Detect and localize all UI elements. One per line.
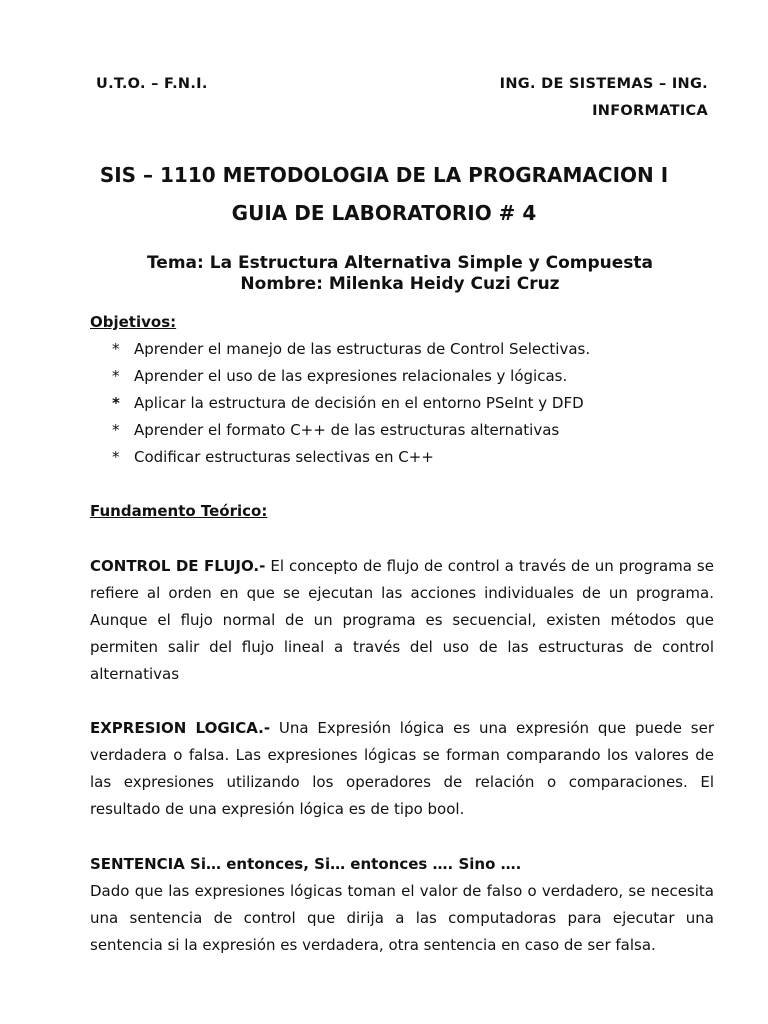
bullet-icon: * [112, 367, 120, 385]
header-career-line1: ING. DE SISTEMAS – ING. [499, 76, 708, 92]
objective-text: Aprender el formato C++ de las estructuras alternativas [134, 421, 560, 439]
control-flow-paragraph [90, 553, 714, 688]
list-item [112, 446, 590, 473]
topic-line: Tema: La Estructura Alternativa Simple y Compuesta [146, 253, 654, 273]
objectives-list [112, 338, 590, 473]
control-flow-term: CONTROL DE FLUJO.- [90, 557, 266, 575]
list-item [112, 338, 590, 365]
objective-text: Codificar estructuras selectivas en C++ [134, 448, 434, 466]
objective-text: Aprender el manejo de las estructuras de Control Selectivas. [134, 340, 591, 358]
sentence-paragraph: Dado que las expresiones lógicas toman el valor de falso o verdadero, se necesita una sentencia de control que dirija a las computadoras para ejecutar una sentencia si la expresión es verdadera, otra sentencia en caso de ser falsa. [90, 882, 714, 954]
logic-expression-paragraph [90, 715, 714, 823]
author-line: Nombre: Milenka Heidy Cuzi Cruz [240, 274, 560, 294]
list-item [112, 365, 590, 392]
objectives-heading: Objetivos: [90, 313, 177, 331]
bullet-icon: * [112, 448, 120, 466]
header-career-line2: INFORMATICA [592, 103, 708, 119]
document-title: SIS – 1110 METODOLOGIA DE LA PROGRAMACION I [99, 163, 669, 187]
objective-text: Aplicar la estructura de decisión en el entorno PSeInt y DFD [134, 394, 584, 412]
bullet-icon: * [112, 394, 120, 412]
document-subtitle: GUIA DE LABORATORIO # 4 [231, 201, 537, 225]
list-item [112, 419, 590, 446]
bullet-icon: * [112, 421, 120, 439]
logic-expression-text: Una Expresión lógica es una expresión que puede ser verdadera o falsa. Las expresiones lógicas se forman comparando los valores de las expresiones utilizando los operadores de relación o comparaciones. El resultado de una expresión lógica es de tipo bool. [90, 719, 714, 818]
logic-expression-term: EXPRESION LOGICA.- [90, 719, 271, 737]
theory-heading: Fundamento Teórico: [90, 502, 268, 520]
sentence-heading: SENTENCIA Si… entonces, Si… entonces …. Sino …. [90, 855, 522, 873]
objective-text: Aprender el uso de las expresiones relacionales y lógicas. [134, 367, 568, 385]
control-flow-text: El concepto de flujo de control a través de un programa se refiere al orden en que se ejecutan las acciones individuales de un programa. Aunque el flujo normal de un programa es secuencial, existen métodos que permiten salir del flujo lineal a través del uso de las estructuras de control alternativas [90, 557, 714, 683]
bullet-icon: * [112, 340, 120, 358]
list-item [112, 392, 590, 419]
header-institution: U.T.O. – F.N.I. [96, 76, 208, 92]
